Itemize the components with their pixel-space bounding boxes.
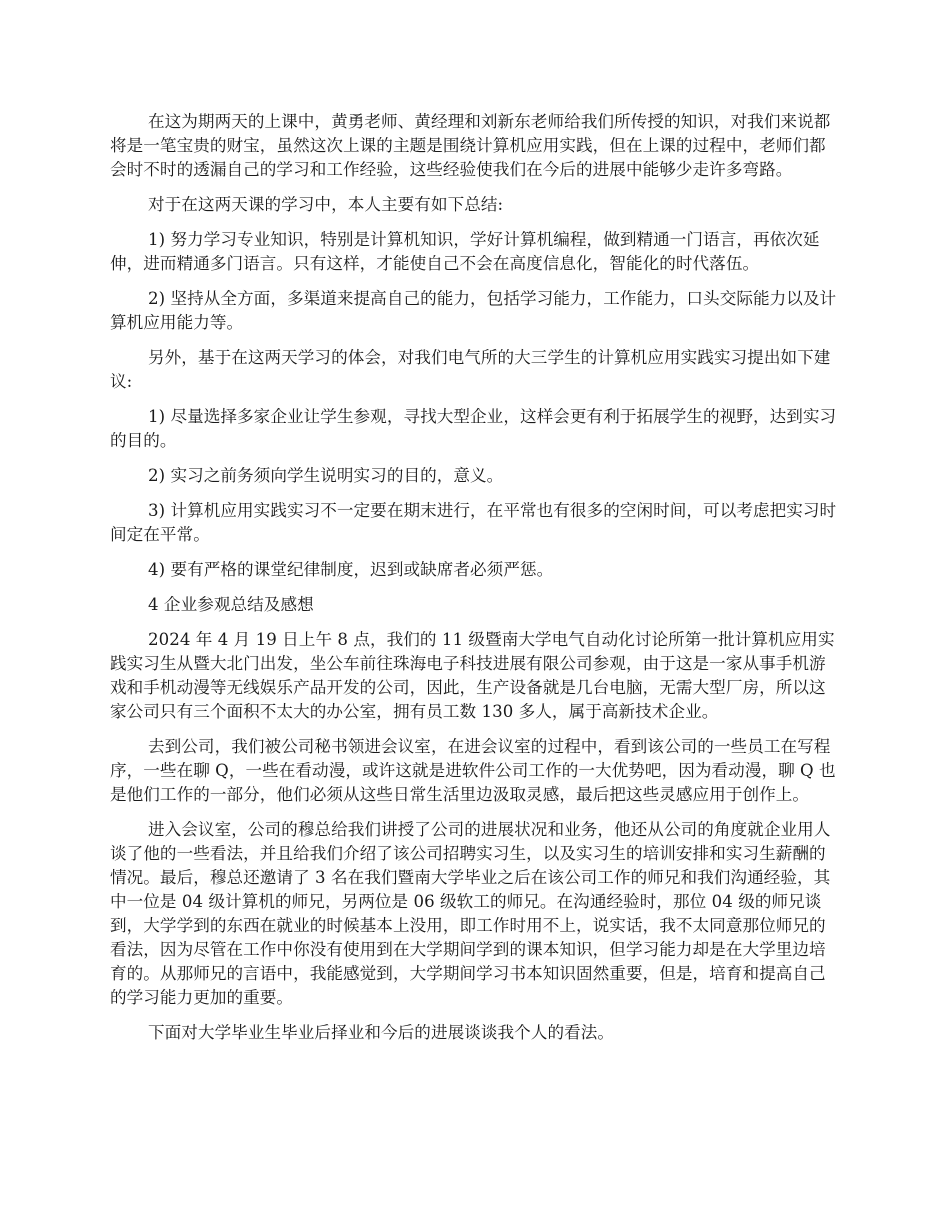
paragraph: 在这为期两天的上课中，黄勇老师、黄经理和刘新东老师给我们所传授的知识，对我们来说都将是一笔宝贵的财宝，虽然这次上课的主题是围绕计算机应用实践，但在上课的过程中，老师们都会时不时的透漏自己的学习和工作经验，这些经验使我们在今后的进展中能够少走许多弯路。 bbox=[110, 112, 831, 179]
section-heading: 4 企业参观总结及感想 bbox=[148, 595, 314, 614]
paragraph: 2024 年 4 月 19 日上午 8 点，我们的 11 级暨南大学电气自动化讨论所第一批计算机应用实践实习生从暨大北门出发，坐公车前往珠海电子科技进展有限公司参观，由于这是一家从事手机游戏和手机动漫等无线娱乐产品开发的公司，因此，生产设备就是几台电脑，无需大型厂房，所以这家公司只有三个面积不太大的办公室，拥有员工数 130 多人，属于高新技术企业。 bbox=[110, 630, 835, 721]
paragraph: 2) 实习之前务须向学生说明实习的目的，意义。 bbox=[148, 466, 504, 485]
paragraph: 另外，基于在这两天学习的体会，对我们电气所的大三学生的计算机应用实践实习提出如下建议: bbox=[110, 348, 831, 391]
paragraph: 下面对大学毕业生毕业后择业和今后的进展谈谈我个人的看法。 bbox=[148, 1023, 615, 1042]
paragraph: 去到公司，我们被公司秘书领进会议室，在进会议室的过程中，看到该公司的一些员工在写程序，一些在聊 Q，一些在看动漫，或许这就是进软件公司工作的一大优势吧，因为看动漫，聊 Q 也是他们工作的一部分，他们必须从这些日常生活里边汲取灵感，最后把这些灵感应用于创作上。 bbox=[110, 737, 836, 804]
paragraph: 3) 计算机应用实践实习不一定要在期末进行，在平常也有很多的空闲时间，可以考虑把实习时间定在平常。 bbox=[110, 501, 837, 544]
paragraph: 对于在这两天课的学习中，本人主要有如下总结: bbox=[148, 195, 504, 214]
paragraph: 1) 尽量选择多家企业让学生参观，寻找大型企业，这样会更有利于拓展学生的视野，达到实习的目的。 bbox=[110, 407, 837, 450]
paragraph: 2) 坚持从全方面，多渠道来提高自己的能力，包括学习能力，工作能力，口头交际能力以及计算机应用能力等。 bbox=[110, 289, 837, 332]
paragraph: 进入会议室，公司的穆总给我们讲授了公司的进展状况和业务，他还从公司的角度就企业用人谈了他的一些看法，并且给我们介绍了该公司招聘实习生，以及实习生的培训安排和实习生薪酬的情况。最后，穆总还邀请了 3 名在我们暨南大学毕业之后在该公司工作的师兄和我们沟通经验，其中一位是 04 级计算机的师兄，另两位是 06 级软工的师兄。在沟通经验时，那位 04 级的师兄谈到，大学学到的东西在就业的时候基本上没用，即工作时用不上，说实话，我不太同意那位师兄的看法，因为尽管在工作中你没有使用到在大学期间学到的课本知识，但学习能力却是在大学里边培育的。从那师兄的言语中，我能感觉到，大学期间学习书本知识固然重要，但是，培育和提高自己的学习能力更加的重要。 bbox=[110, 820, 831, 1007]
paragraph: 1) 努力学习专业知识，特别是计算机知识，学好计算机编程，做到精通一门语言，再依次延伸，进而精通多门语言。只有这样，才能使自己不会在高度信息化，智能化的时代落伍。 bbox=[110, 230, 820, 273]
document-page bbox=[110, 110, 840, 1056]
paragraph: 4) 要有严格的课堂纪律制度，迟到或缺席者必须严惩。 bbox=[148, 560, 554, 579]
